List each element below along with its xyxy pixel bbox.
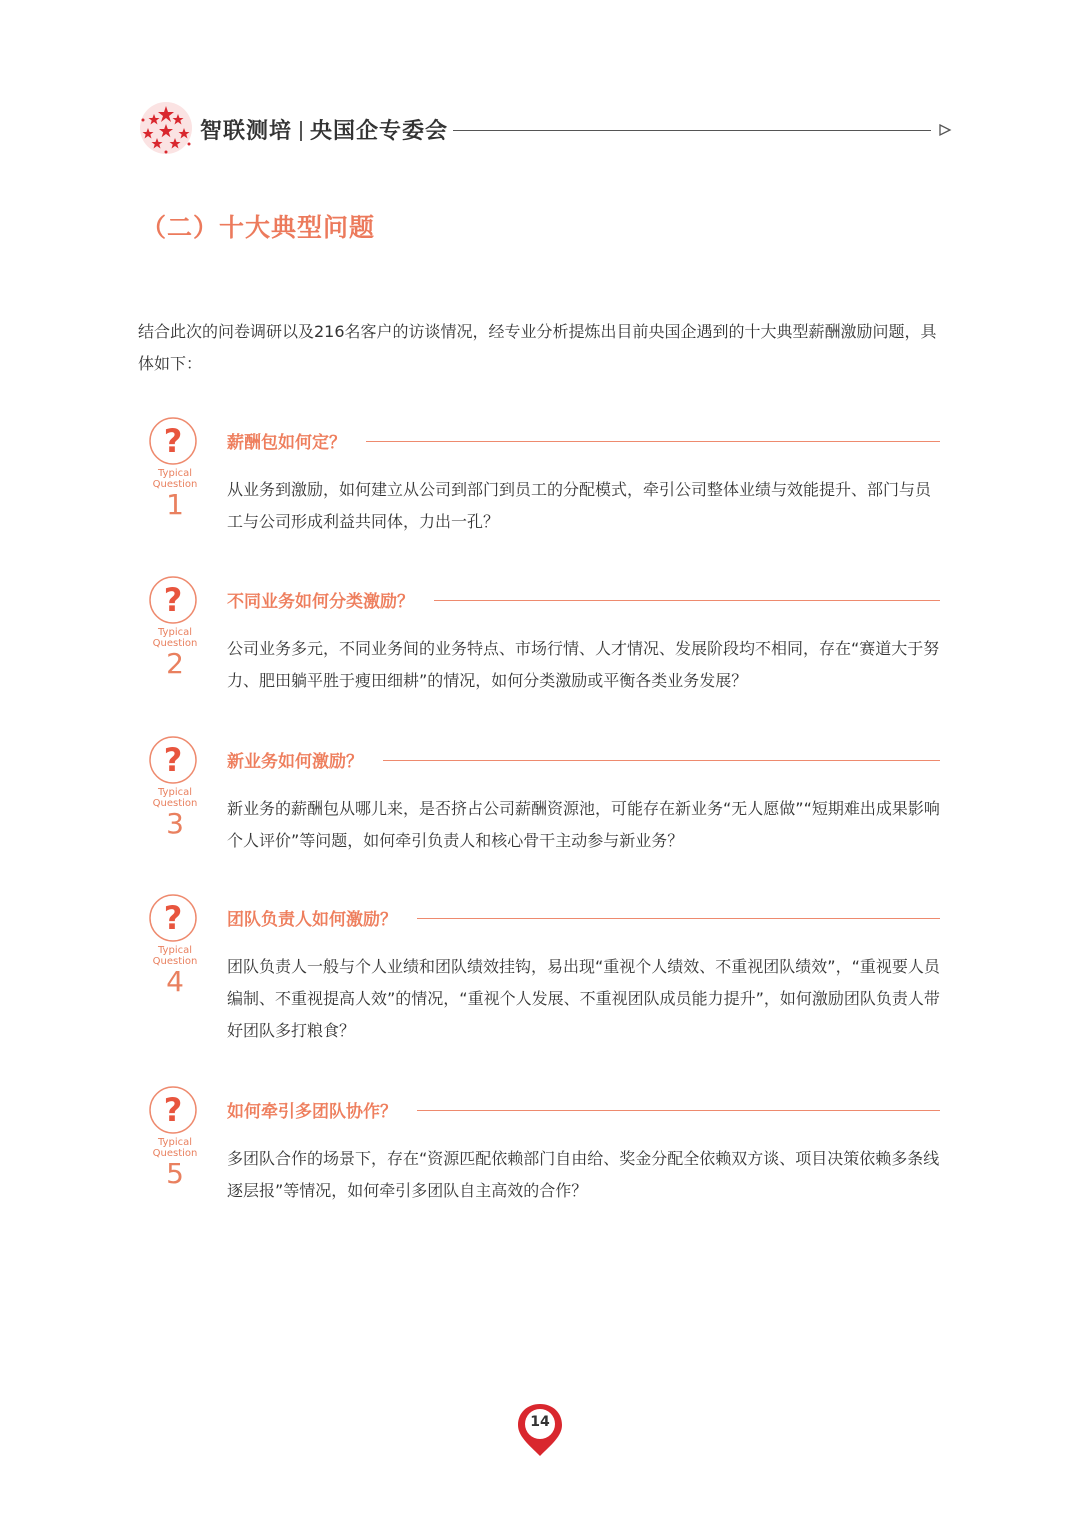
badge-label-question: Question — [152, 638, 198, 649]
brand-name — [200, 114, 448, 145]
question-badge — [148, 575, 202, 679]
question-mark-icon — [148, 893, 198, 943]
brand-logo — [138, 100, 194, 156]
badge-label-question: Question — [152, 1148, 198, 1159]
question-title: 不同业务如何分类激励？ — [227, 587, 434, 612]
svg-text:?: ? — [163, 581, 183, 619]
svg-text:?: ? — [163, 899, 183, 937]
page-header — [138, 100, 950, 160]
question-number: 5 — [166, 1157, 184, 1190]
question-title: 如何牵引多团队协作？ — [227, 1097, 417, 1122]
header-divider — [453, 130, 931, 131]
question-mark-icon — [148, 575, 198, 625]
question-badge — [148, 735, 202, 839]
badge-label-question: Question — [152, 798, 198, 809]
question-text: 团队负责人一般与个人业绩和团队绩效挂钩，易出现“重视个人绩效、不重视团队绩效”，“重视要人员编制、不重视提高人效”的情况，“重视个人发展、不重视团队成员能力提升”，如何激励团队负责人带好团队多打粮食？ — [227, 957, 940, 1040]
page-number-pin-icon — [516, 1402, 564, 1458]
question-title: 薪酬包如何定？ — [227, 428, 366, 453]
brand-separator — [300, 121, 302, 141]
badge-label-question: Question — [152, 956, 198, 967]
badge-label-typical: Typical — [158, 787, 192, 798]
section-title: （二）十大典型问题 — [141, 213, 376, 242]
question-badge — [148, 893, 202, 997]
question-title: 新业务如何激励？ — [227, 747, 383, 772]
question-mark-icon — [148, 1085, 198, 1135]
badge-label-typical: Typical — [158, 627, 192, 638]
question-badge — [148, 1085, 202, 1189]
question-mark-icon — [148, 416, 198, 466]
question-mark-icon — [148, 735, 198, 785]
brand-right-text: 央国企专委会 — [310, 119, 449, 144]
question-badge — [148, 416, 202, 520]
svg-text:?: ? — [163, 741, 183, 779]
badge-label-question: Question — [152, 479, 198, 490]
brand-left-text: 智联测培 — [200, 119, 293, 144]
question-text: 从业务到激励，如何建立从公司到部门到员工的分配模式，牵引公司整体业绩与效能提升、部门与员工与公司形成利益共同体，力出一孔？ — [227, 480, 932, 531]
svg-text:?: ? — [163, 422, 183, 460]
question-text: 多团队合作的场景下，存在“资源匹配依赖部门自由给、奖金分配全依赖双方谈、项目决策依赖多条线逐层报”等情况，如何牵引多团队自主高效的合作？ — [227, 1149, 940, 1200]
question-title: 团队负责人如何激励？ — [227, 905, 417, 930]
intro-paragraph: 结合此次的问卷调研以及216名客户的访谈情况，经专业分析提炼出目前央国企遇到的十大典型薪酬激励问题，具体如下： — [138, 322, 937, 373]
play-arrow-icon — [938, 123, 952, 137]
badge-label-typical: Typical — [158, 945, 192, 956]
question-number: 1 — [166, 488, 184, 521]
question-number: 4 — [166, 965, 184, 998]
page-number: 14 — [530, 1414, 550, 1430]
svg-text:?: ? — [163, 1091, 183, 1129]
question-text: 新业务的薪酬包从哪儿来，是否挤占公司薪酬资源池，可能存在新业务“无人愿做”“短期难出成果影响个人评价”等问题，如何牵引负责人和核心骨干主动参与新业务？ — [227, 799, 940, 850]
question-number: 2 — [166, 647, 184, 680]
badge-label-typical: Typical — [158, 1137, 192, 1148]
question-number: 3 — [166, 807, 184, 840]
badge-label-typical: Typical — [158, 468, 192, 479]
question-text: 公司业务多元，不同业务间的业务特点、市场行情、人才情况、发展阶段均不相同，存在“赛道大于努力、肥田躺平胜于瘦田细耕”的情况，如何分类激励或平衡各类业务发展？ — [227, 639, 940, 690]
